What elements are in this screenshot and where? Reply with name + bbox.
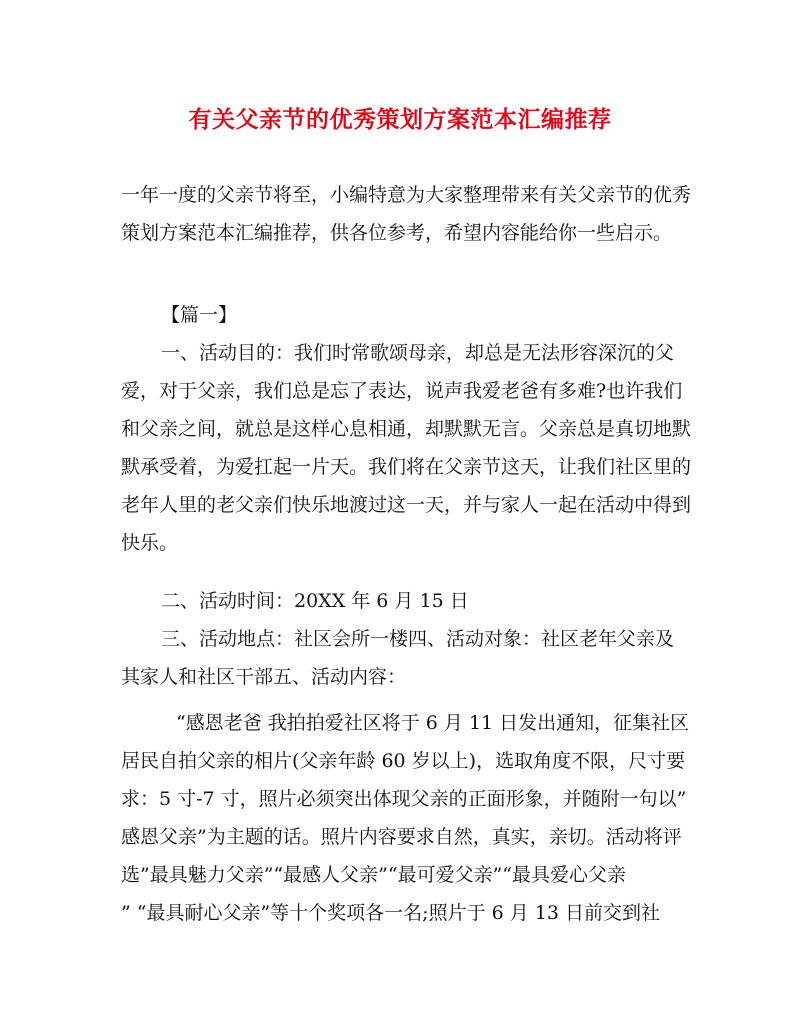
content-line: 居民自拍父亲的相片(父亲年龄 60 岁以上)，选取角度不限，尺寸要 (121, 750, 686, 772)
content-line: “感恩老爸 我拍拍爱社区将于 6 月 11 日发出通知，征集社区 (176, 712, 690, 734)
content-line: ” “最具耐心父亲”等十个奖项各一名;照片于 6 月 13 日前交到社 (121, 902, 661, 924)
purpose-line: 快乐。 (121, 532, 179, 554)
intro-line: 策划方案范本汇编推荐，供各位参考，希望内容能给你一些启示。 (121, 222, 673, 244)
document-title: 有关父亲节的优秀策划方案范本汇编推荐 (188, 106, 612, 133)
content-line: 选”最具魅力父亲”“最感人父亲”“最可爱父亲”“最具爱心父亲 (121, 864, 626, 886)
intro-line: 一年一度的父亲节将至，小编特意为大家整理带来有关父亲节的优秀 (121, 184, 692, 206)
purpose-line: 老年人里的老父亲们快乐地渡过这一天，并与家人一起在活动中得到 (121, 494, 692, 516)
time-line: 二、活动时间：20XX 年 6 月 15 日 (161, 590, 469, 612)
intro-paragraph (121, 176, 692, 252)
content-line: 求：5 寸-7 寸，照片必须突出体现父亲的正面形象，并随附一句以” (121, 788, 687, 810)
purpose-paragraph (121, 334, 692, 562)
content-paragraph (121, 704, 690, 932)
content-line: 感恩父亲”为主题的话。照片内容要求自然，真实，亲切。活动将评 (121, 826, 682, 848)
place-line: 三、活动地点：社区会所一楼四、活动对象：社区老年父亲及 (161, 628, 675, 650)
section-heading: 【篇一】 (161, 304, 238, 326)
purpose-line: 一、活动目的：我们时常歌颂母亲，却总是无法形容深沉的父 (161, 342, 675, 364)
time-paragraph (121, 582, 669, 620)
place-paragraph (121, 620, 675, 696)
purpose-line: 默承受着，为爱扛起一片天。我们将在父亲节这天，让我们社区里的 (121, 456, 692, 478)
purpose-line: 爱，对于父亲，我们总是忘了表达，说声我爱老爸有多难?也许我们 (121, 380, 683, 402)
place-line: 其家人和社区干部五、活动内容： (121, 666, 407, 688)
section-heading-block (121, 296, 669, 334)
purpose-line: 和父亲之间，就总是这样心息相通，却默默无言。父亲总是真切地默 (121, 418, 692, 440)
